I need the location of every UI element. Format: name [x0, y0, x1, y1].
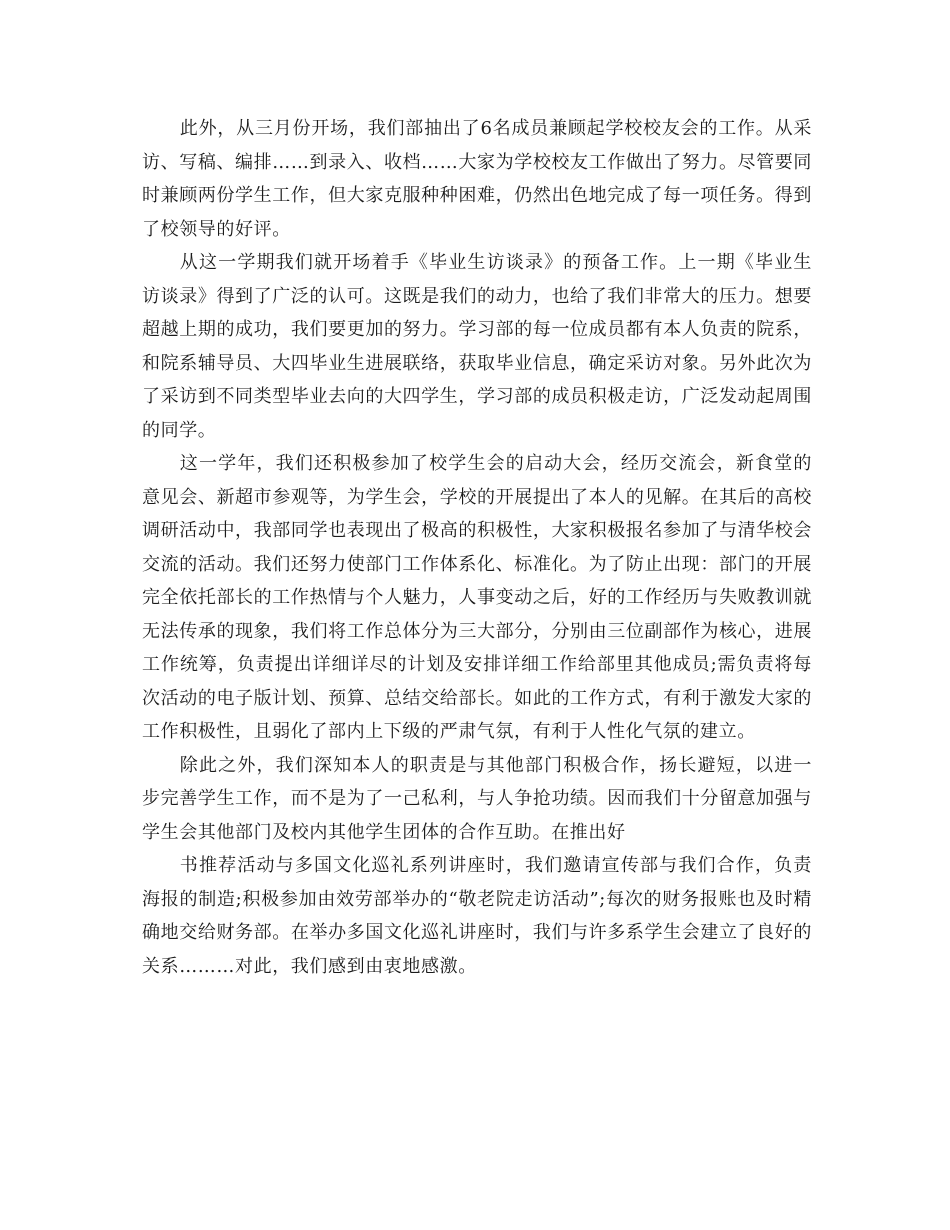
paragraph-graduate-interviews: 从这一学期我们就开场着手《毕业生访谈录》的预备工作。上一期《毕业生访谈录》得到了广泛的认可。这既是我们的动力，也给了我们非常大的压力。想要超越上期的成功，我们要更加的努力。学习部的每一位成员都有本人负责的院系，和院系辅导员、大四毕业生进展联络，获取毕业信息，确定采访对象。另外此次为了采访到不同类型毕业去向的大四学生，学习部的成员积极走访，广泛发动起周围的同学。: [142, 252, 812, 441]
paragraph-school-year-activities: 这一学年，我们还积极参加了校学生会的启动大会，经历交流会，新食堂的意见会、新超市参观等，为学生会，学校的开展提出了本人的见解。在其后的高校调研活动中，我部同学也表现出了极高的积极性，大家积极报名参加了与清华校会交流的活动。我们还努力使部门工作体系化、标准化。为了防止出现：部门的开展完全依托部长的工作热情与个人魅力，人事变动之后，好的工作经历与失败教训就无法传承的现象，我们将工作总体分为三大部分，分别由三位副部作为核心，进展工作统筹，负责提出详细详尽的计划及安排详细工作给部里其他成员;需负责将每次活动的电子版计划、预算、总结交给部长。如此的工作方式，有利于激发大家的工作积极性，且弱化了部内上下级的严肃气氛，有利于人性化气氛的建立。: [142, 453, 812, 742]
paragraph-cooperation: 除此之外，我们深知本人的职责是与其他部门积极合作，扬长避短，以进一步完善学生工作，而不是为了一己私利，与人争抢功绩。因而我们十分留意加强与学生会其他部门及校内其他学生团体的合作互助。在推出好: [142, 754, 812, 843]
paragraph-lecture-series: 书推荐活动与多国文化巡礼系列讲座时，我们邀请宣传部与我们合作，负责海报的制造;积极参加由效劳部举办的“敬老院走访活动”;每次的财务报账也及时精确地交给财务部。在举办多国文化巡礼讲座时，我们与许多系学生会建立了良好的关系………对此，我们感到由衷地感激。: [142, 855, 812, 977]
document-body: [142, 112, 812, 983]
paragraph-alumni-work: 此外，从三月份开场，我们部抽出了6名成员兼顾起学校校友会的工作。从采访、写稿、编排……到录入、收档……大家为学校校友工作做出了努力。尽管要同时兼顾两份学生工作，但大家克服种种困难，仍然出色地完成了每一项任务。得到了校领导的好评。: [142, 118, 812, 240]
